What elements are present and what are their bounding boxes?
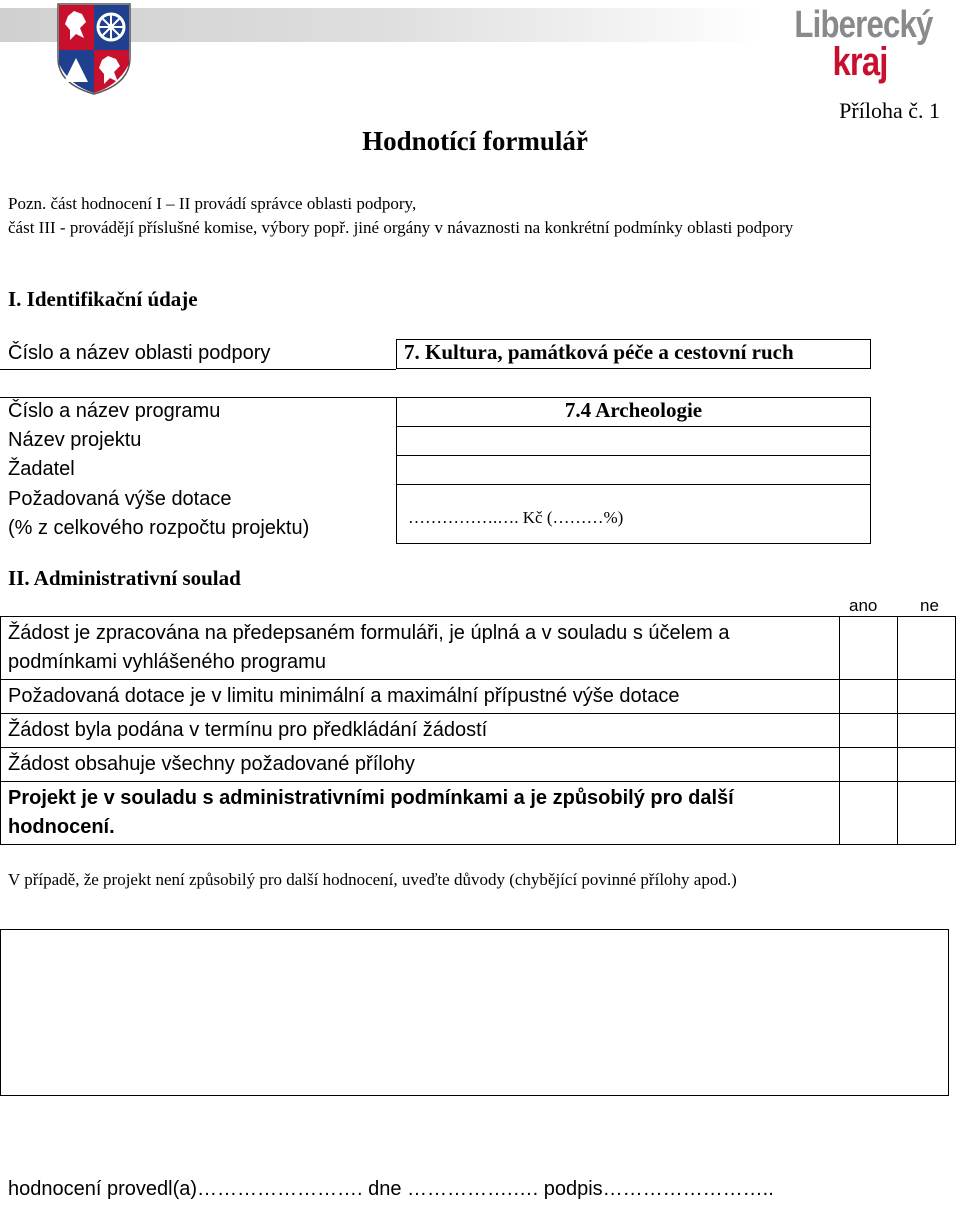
note-text [8,192,948,240]
amount-value-field[interactable]: …………….…. Kč (………%) [408,508,624,527]
divider [397,455,870,456]
column-header-no: ne [920,596,939,615]
checkbox-no[interactable] [898,617,956,680]
checkbox-yes[interactable] [840,617,898,680]
admin-compliance-table [0,616,956,845]
logo-text-line2: kraj [832,40,888,84]
liberecky-kraj-logo [780,6,940,82]
area-label: Číslo a název oblasti podpory [8,342,271,364]
program-label: Číslo a název programu [8,400,221,422]
table-row [1,680,956,714]
note-line-2: část III - provádějí příslušné komise, výbory popř. jiné orgány v návaznosti na konkrétní podmínky oblasti podpory [8,218,794,237]
criterion-summary-text: Projekt je v souladu s administrativními podmínkami a je způsobilý pro další hodnocení. [1,782,840,845]
checkbox-yes[interactable] [840,680,898,714]
amount-label: Požadovaná výše dotace [8,488,232,510]
section-identification-heading: I. Identifikační údaje [8,287,198,311]
checkbox-no[interactable] [898,748,956,782]
logo-text-line1: Liberecký [794,4,933,46]
reason-textarea[interactable] [0,929,949,1096]
criterion-text: Žádost byla podána v termínu pro předkládání žádostí [1,714,840,748]
divider [397,484,870,485]
divider [0,369,396,370]
table-row [1,782,956,845]
checkbox-yes[interactable] [840,782,898,845]
page-title: Hodnotící formulář [362,126,588,156]
criterion-text: Požadovaná dotace je v limitu minimální a maximální přípustné výše dotace [1,680,840,714]
checkbox-no[interactable] [898,714,956,748]
table-row [1,748,956,782]
checkbox-yes[interactable] [840,748,898,782]
table-row [1,617,956,680]
project-name-label: Název projektu [8,429,142,451]
signature-line: hodnocení provedl(a)……………………. dne …………….…. podpis…………………….. [8,1178,774,1200]
amount-label-note: (% z celkového rozpočtu projektu) [8,517,310,539]
area-value: 7. Kultura, památková péče a cestovní ruch [404,340,794,364]
note-line-1: Pozn. část hodnocení I – II provádí správce oblasti podpory, [8,194,417,213]
checkbox-no[interactable] [898,680,956,714]
divider [397,426,870,427]
checkbox-no[interactable] [898,782,956,845]
table-row [1,714,956,748]
section-admin-heading: II. Administrativní soulad [8,566,241,590]
program-value: 7.4 Archeologie [564,398,703,422]
annex-label: Příloha č. 1 [839,98,940,123]
criterion-text: Žádost obsahuje všechny požadované přílohy [1,748,840,782]
reason-instructions: V případě, že projekt není způsobilý pro další hodnocení, uveďte důvody (chybějící povinné přílohy apod.) [8,870,737,889]
criterion-text: Žádost je zpracována na předepsaném formuláři, je úplná a v souladu s účelem a podmínkami vyhlášeného programu [1,617,840,680]
column-header-yes: ano [849,596,878,615]
applicant-label: Žadatel [8,458,75,480]
checkbox-yes[interactable] [840,714,898,748]
coat-of-arms-icon [56,2,132,96]
